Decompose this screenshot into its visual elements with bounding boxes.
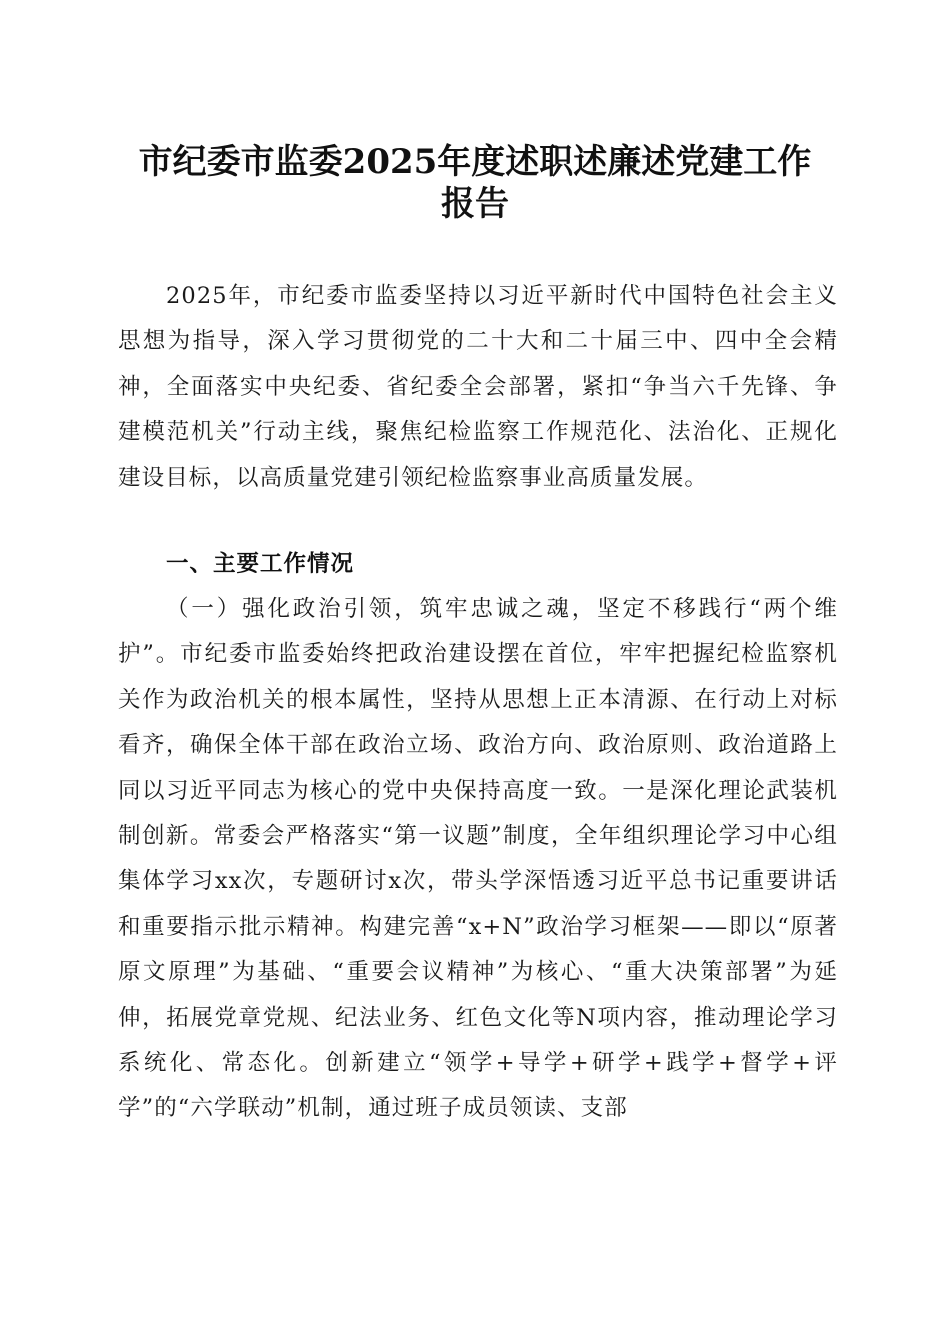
- intro-paragraph: 2025年，市纪委市监委坚持以习近平新时代中国特色社会主义思想为指导，深入学习贯彻党的二十大和二十届三中、四中全会精神，全面落实中央纪委、省纪委全会部署，紧扣“争当六千先锋、争建模范机关”行动主线，聚焦纪检监察工作规范化、法治化、正规化建设目标，以高质量党建引领纪检监察事业高质量发展。: [118, 283, 838, 491]
- section-heading: 一、主要工作情况: [166, 551, 355, 577]
- section1-paragraph: （一）强化政治引领，筑牢忠诚之魂，坚定不移践行“两个维护”。市纪委市监委始终把政治建设摆在首位，牢牢把握纪检监察机关作为政治机关的根本属性，坚持从思想上正本清源、在行动上对标看齐，确保全体干部在政治立场、政治方向、政治原则、政治道路上同以习近平同志为核心的党中央保持高度一致。一是深化理论武装机制创新。常委会严格落实“第一议题”制度，全年组织理论学习中心组集体学习xx次，专题研讨x次，带头学深悟透习近平总书记重要讲话和重要指示批示精神。构建完善“x+N”政治学习框架——即以“原著原文原理”为基础、“重要会议精神”为核心、“重大决策部署”为延伸，拓展党章党规、纪法业务、红色文化等N项内容，推动理论学习系统化、常态化。创新建立“领学+导学+研学+践学+督学+评学”的“六学联动”机制，通过班子成员领读、支部: [118, 596, 838, 1122]
- document-title-line-2: 报告: [441, 184, 509, 224]
- document-title-line-1: 市纪委市监委2025年度述职述廉述党建工作: [138, 142, 812, 182]
